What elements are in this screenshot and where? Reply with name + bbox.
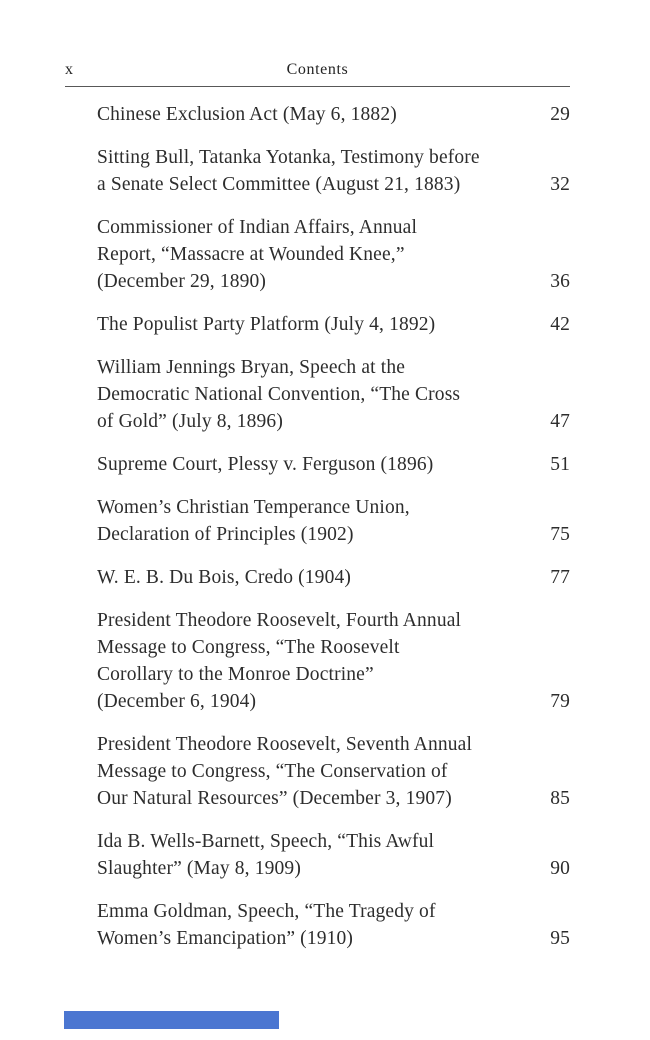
toc-entry-title: Sitting Bull, Tatanka Yotanka, Testimony before a Senate Select Committee (August 21, 1883) (97, 147, 480, 195)
header-rule (65, 86, 570, 87)
toc-entry (97, 214, 570, 295)
toc-entry (97, 828, 570, 882)
toc-entry-title: President Theodore Roosevelt, Seventh Annual Message to Congress, “The Conservation of Our Natural Resources” (December 3, 1907) (97, 734, 473, 809)
toc-entry-title: Chinese Exclusion Act (May 6, 1882) (97, 104, 397, 125)
toc-entry (97, 731, 570, 812)
toc-entry-title: Emma Goldman, Speech, “The Tragedy of Women’s Emancipation” (1910) (97, 901, 436, 949)
toc-entry-page-number: 75 (550, 524, 570, 545)
toc-entry (97, 354, 570, 435)
toc-entry-title: The Populist Party Platform (July 4, 1892) (97, 314, 436, 335)
toc-entry-page-number: 77 (550, 567, 570, 588)
toc-entry-title: President Theodore Roosevelt, Fourth Annual Message to Congress, “The Roosevelt Corollary to the Monroe Doctrine” (December 6, 1904) (97, 610, 462, 712)
toc-entry-page-number: 29 (550, 104, 570, 125)
toc-entry (97, 607, 570, 715)
toc-entry-title: Commissioner of Indian Affairs, Annual Report, “Massacre at Wounded Knee,” (December 29, 1890) (97, 217, 418, 292)
toc-entry-page-number: 36 (550, 271, 570, 292)
toc-entry-page-number: 79 (550, 691, 570, 712)
toc-entry-page-number: 95 (550, 928, 570, 949)
toc-entry-page-number: 90 (550, 858, 570, 879)
toc-entry-page-number: 42 (550, 314, 570, 335)
selection-highlight-bar (64, 1011, 279, 1029)
toc-entry-page-number: 47 (550, 411, 570, 432)
toc-entry (97, 311, 570, 338)
toc-entry-page-number: 85 (550, 788, 570, 809)
toc-entry-title: Ida B. Wells-Barnett, Speech, “This Awful Slaughter” (May 8, 1909) (97, 831, 435, 879)
toc-entry-title: Women’s Christian Temperance Union, Declaration of Principles (1902) (97, 497, 410, 545)
toc-list (97, 101, 570, 968)
toc-entry (97, 564, 570, 591)
toc-entry-title: William Jennings Bryan, Speech at the Democratic National Convention, “The Cross of Gold” (July 8, 1896) (97, 357, 461, 432)
toc-entry (97, 451, 570, 478)
toc-entry-title: W. E. B. Du Bois, Credo (1904) (97, 567, 352, 588)
toc-entry (97, 898, 570, 952)
toc-entry (97, 494, 570, 548)
contents-header-title: Contents (286, 61, 349, 78)
toc-entry-page-number: 51 (550, 454, 570, 475)
toc-entry-page-number: 32 (550, 174, 570, 195)
toc-entry (97, 101, 570, 128)
toc-entry (97, 144, 570, 198)
toc-entry-title: Supreme Court, Plessy v. Ferguson (1896) (97, 454, 434, 475)
folio-page-number: x (65, 61, 73, 78)
